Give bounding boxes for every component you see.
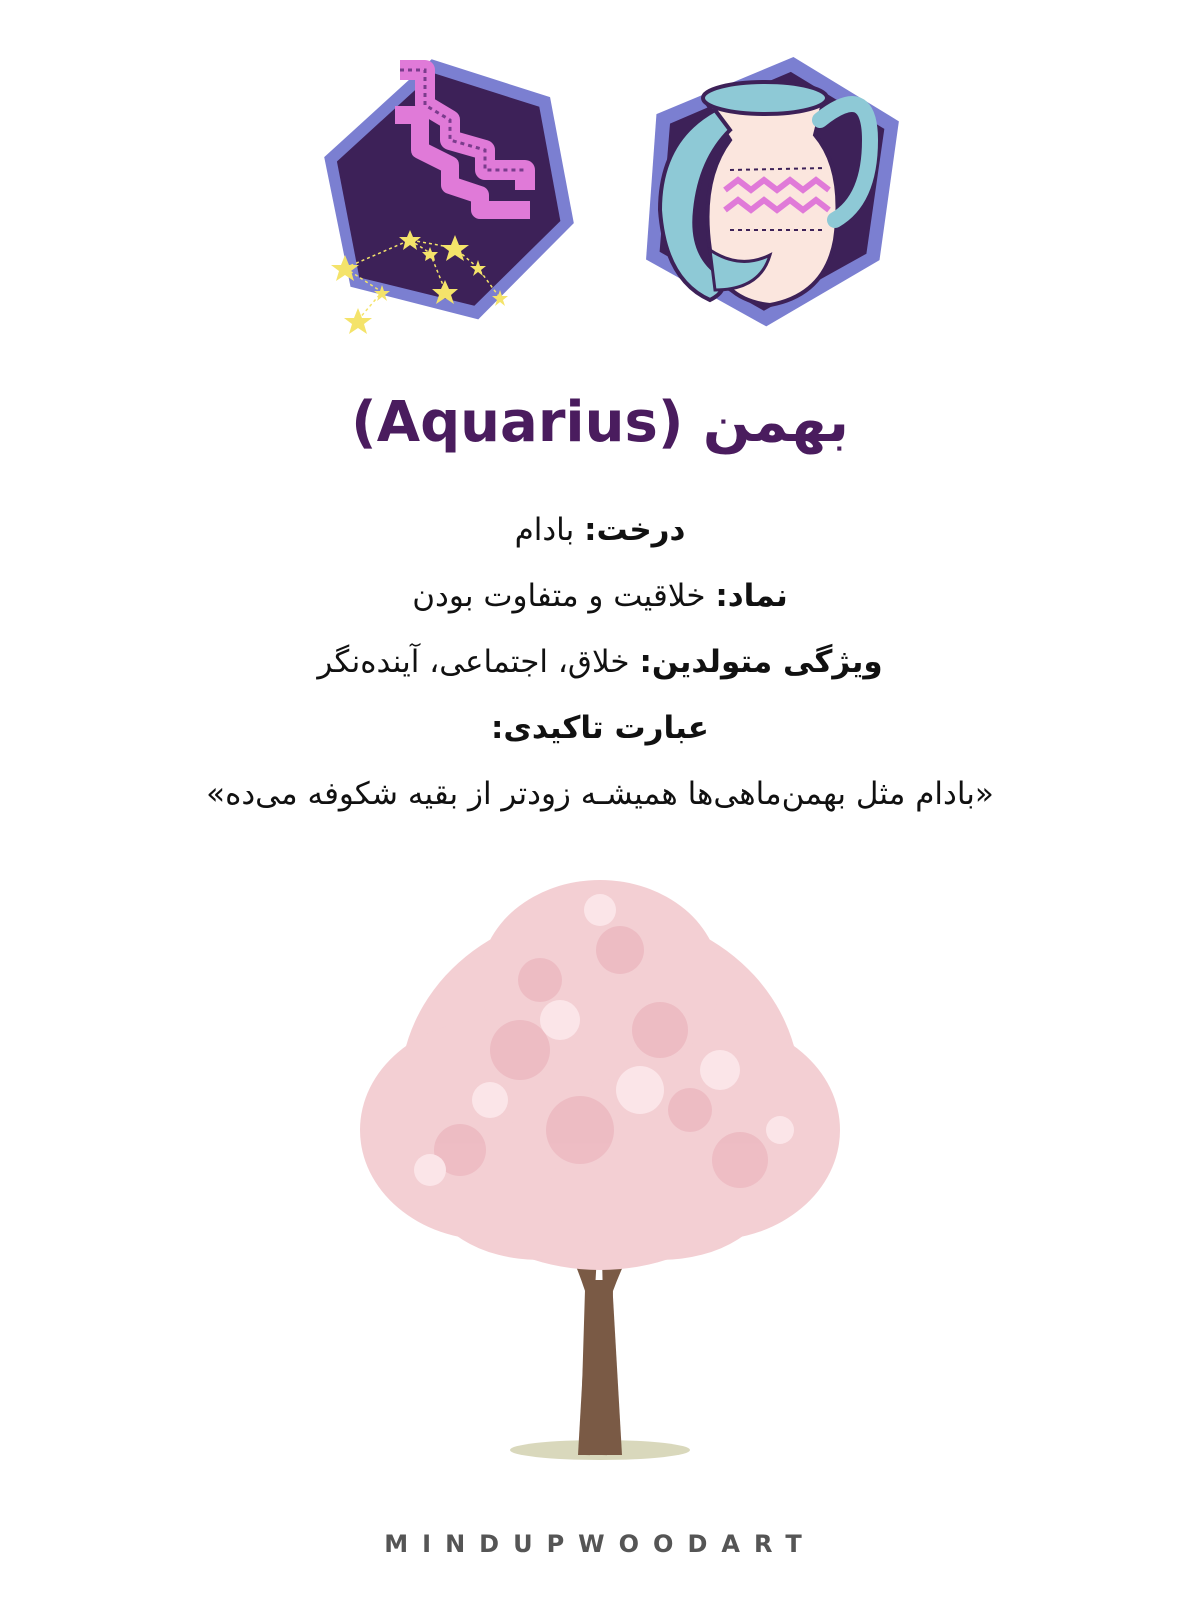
blossoming-almond-tree xyxy=(340,870,860,1470)
tree-label: درخت: xyxy=(584,512,686,548)
aquarius-water-vase-icon xyxy=(620,40,920,340)
symbol-line xyxy=(100,576,1100,616)
affirmation-quote: «بادام مثل بهمن‌ماهی‌ها همیشـه زودتر از بقیه شکوفه می‌ده» xyxy=(206,776,994,812)
traits-value: خلاق، اجتماعی، آینده‌نگر xyxy=(317,644,630,680)
watermark: MINDUPWOODART xyxy=(384,1530,816,1558)
tree-line xyxy=(100,510,1100,550)
affirmation-line xyxy=(100,708,1100,748)
traits-line xyxy=(100,642,1100,682)
symbol-label: نماد: xyxy=(715,578,788,614)
traits-label: ویژگی متولدین: xyxy=(639,644,883,680)
affirmation-label: عبارت تاکیدی: xyxy=(491,710,709,746)
page-title: بهمن (Aquarius) xyxy=(351,390,849,455)
symbol-value: خلاقیت و متفاوت بودن xyxy=(412,578,706,614)
tree-value: بادام xyxy=(514,512,575,548)
info-block xyxy=(100,510,1100,814)
zodiac-icons-row xyxy=(0,40,1200,340)
aquarius-symbol-constellation-icon xyxy=(300,40,600,340)
